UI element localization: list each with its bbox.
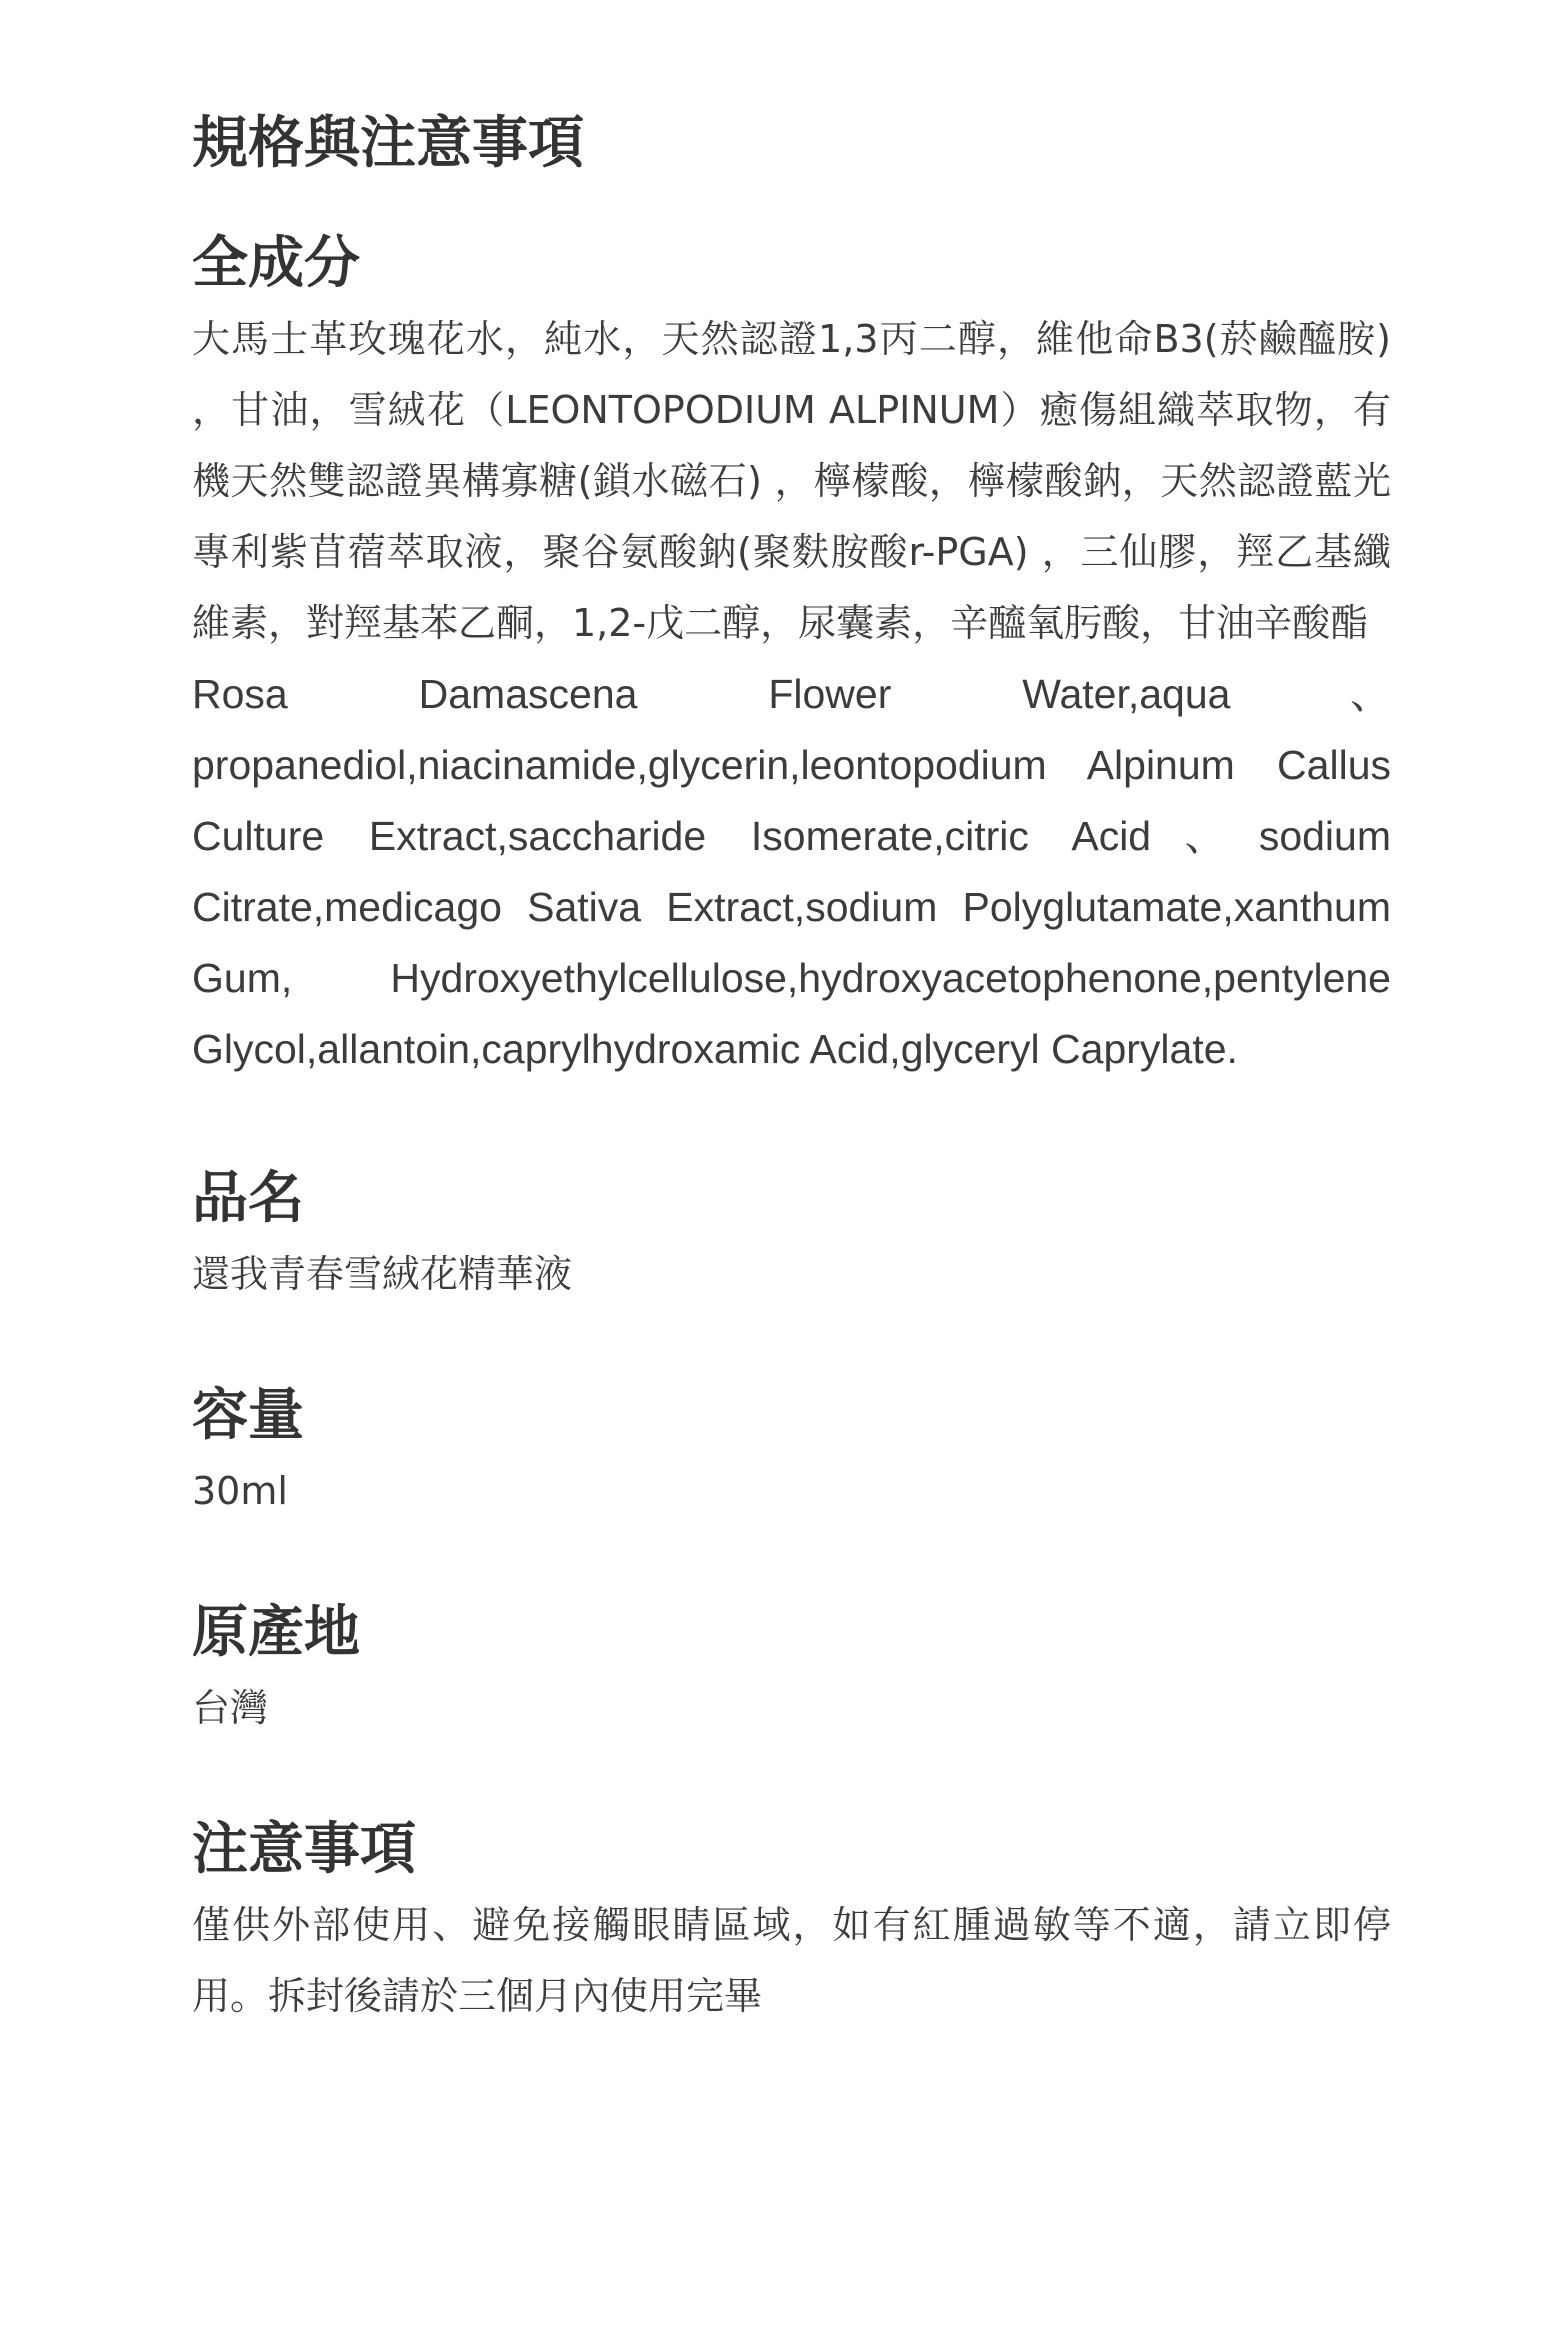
product-name-section: [192, 1159, 1391, 1310]
ingredients-zh-text: 大馬士革玫瑰花水，純水，天然認證1,3丙二醇，維他命B3(菸鹼醯胺) ，甘油，雪絨花（LEONTOPODIUM ALPINUM）癒傷組織萃取物，有機天然雙認證異構寡糖(鎖水磁石) ，檸檬酸，檸檬酸鈉，天然認證藍光專利紫苜蓿萃取液，聚谷氨酸鈉(聚麩胺酸r-PGA) ，三仙膠，羥乙基纖維素，對羥基苯乙酮，1,2-戊二醇，尿囊素，辛醯氧肟酸，甘油辛酸酯: [192, 317, 1391, 645]
notes-value: 僅供外部使用、避免接觸眼睛區域，如有紅腫過敏等不適，請立即停用。拆封後請於三個月內使用完畢: [192, 1903, 1391, 2018]
origin-heading: 原產地: [192, 1600, 360, 1665]
origin-section: [192, 1593, 1391, 1744]
product-name-value: 還我青春雪絨花精華液: [192, 1252, 573, 1296]
notes-heading: 注意事項: [192, 1817, 416, 1882]
ingredients-en-text: Rosa Damascena Flower Water,aqua、propanediol,niacinamide,glycerin,leontopodium Alpinum Callus Culture Extract,saccharide Isomerate,citric Acid、sodium Citrate,medicago Sativa Extract,sodium Polyglutamate,xanthum Gum, Hydroxyethylcellulose,hydroxyacetophenone,pentylene Glycol,allantoin,caprylhydroxamic Acid,glyceryl Caprylate.: [192, 671, 1391, 1072]
volume-heading: 容量: [192, 1383, 304, 1448]
ingredients-heading: 全成分: [192, 231, 360, 296]
volume-value: 30ml: [192, 1469, 288, 1513]
ingredients-section: [192, 224, 1391, 1085]
origin-value: 台灣: [192, 1686, 269, 1730]
product-name-heading: 品名: [192, 1166, 304, 1231]
page-title: 規格與注意事項: [192, 111, 584, 176]
volume-section: [192, 1376, 1391, 1527]
notes-section: [192, 1810, 1391, 2032]
